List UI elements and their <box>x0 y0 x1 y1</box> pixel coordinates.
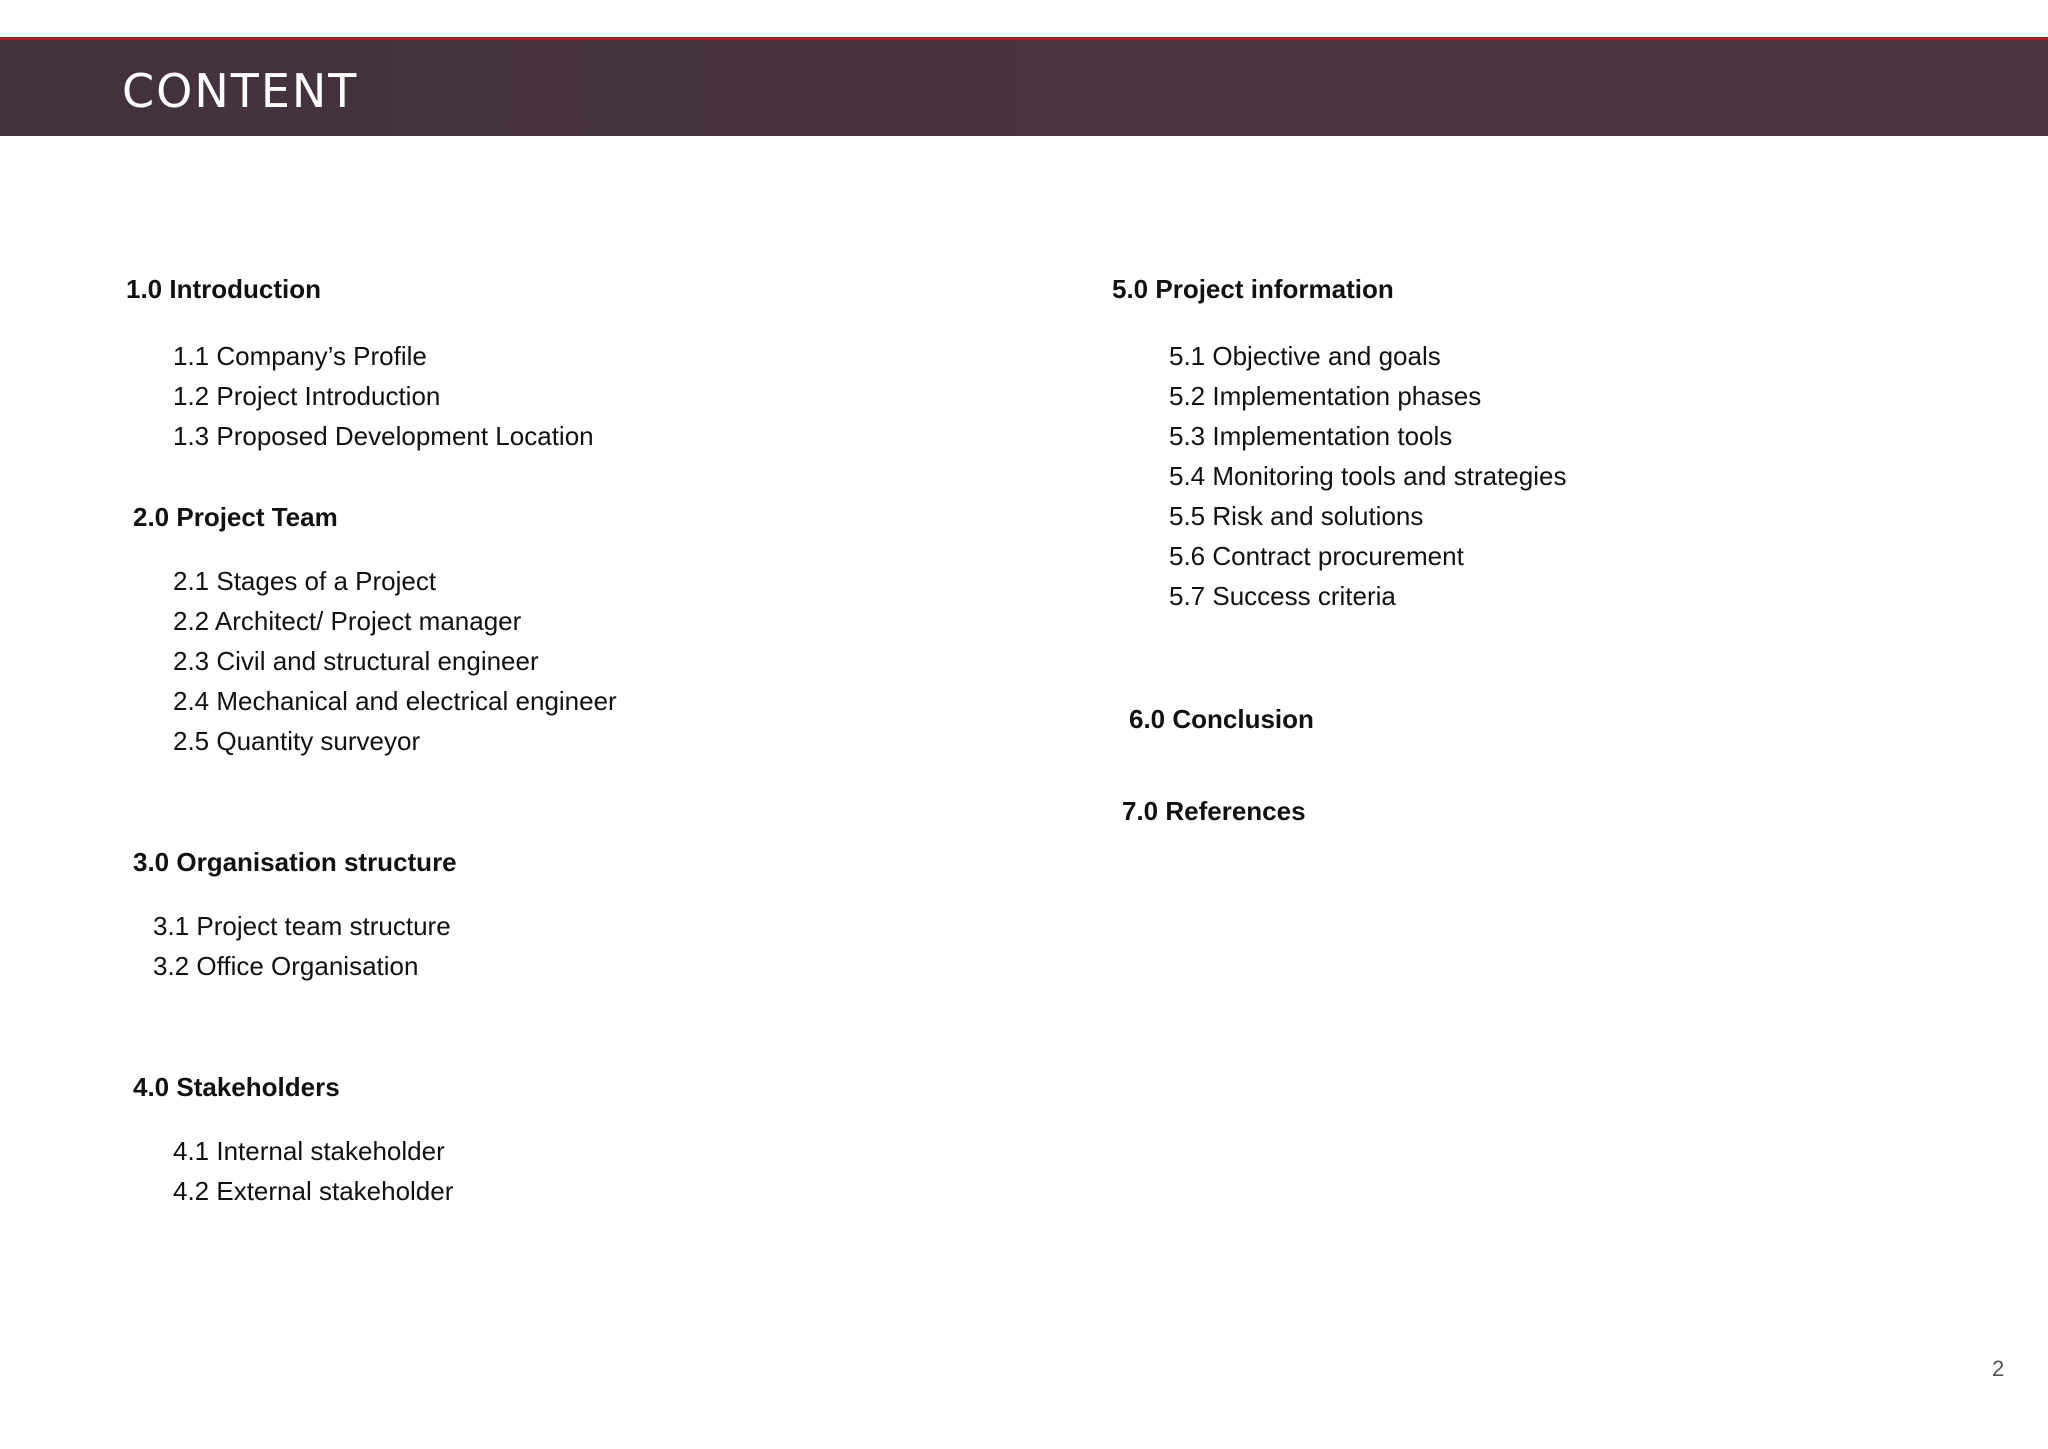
toc-item: 2.4 Mechanical and electrical engineer <box>173 686 617 716</box>
toc-item: 1.1 Company’s Profile <box>173 341 427 371</box>
toc-heading-introduction: 1.0 Introduction <box>126 274 321 304</box>
toc-item: 2.1 Stages of a Project <box>173 566 437 596</box>
toc-heading-stakeholders: 4.0 Stakeholders <box>133 1072 340 1102</box>
toc-item: 2.2 Architect/ Project manager <box>173 606 522 636</box>
toc-item: 4.1 Internal stakeholder <box>173 1136 445 1166</box>
toc-item: 5.6 Contract procurement <box>1169 541 1464 571</box>
toc-item: 1.2 Project Introduction <box>173 381 441 411</box>
toc-item: 1.3 Proposed Development Location <box>173 421 594 451</box>
toc-item: 3.1 Project team structure <box>153 911 451 941</box>
toc-heading-project-team: 2.0 Project Team <box>133 502 338 532</box>
toc-heading-conclusion: 6.0 Conclusion <box>1129 704 1314 734</box>
toc-item: 5.1 Objective and goals <box>1169 341 1441 371</box>
page-title: CONTENT <box>122 64 359 118</box>
toc-item: 2.3 Civil and structural engineer <box>173 646 539 676</box>
toc-heading-references: 7.0 References <box>1122 796 1306 826</box>
toc-heading-organisation-structure: 3.0 Organisation structure <box>133 847 457 877</box>
toc-item: 5.5 Risk and solutions <box>1169 501 1424 531</box>
toc-item: 5.2 Implementation phases <box>1169 381 1482 411</box>
toc-item: 5.7 Success criteria <box>1169 581 1396 611</box>
toc-item: 4.2 External stakeholder <box>173 1176 454 1206</box>
toc-item: 3.2 Office Organisation <box>153 951 419 981</box>
toc-item: 2.5 Quantity surveyor <box>173 726 421 756</box>
toc-heading-project-information: 5.0 Project information <box>1112 274 1394 304</box>
toc-item: 5.3 Implementation tools <box>1169 421 1453 451</box>
toc-item: 5.4 Monitoring tools and strategies <box>1169 461 1567 491</box>
page-number: 2 <box>1992 1356 2005 1381</box>
